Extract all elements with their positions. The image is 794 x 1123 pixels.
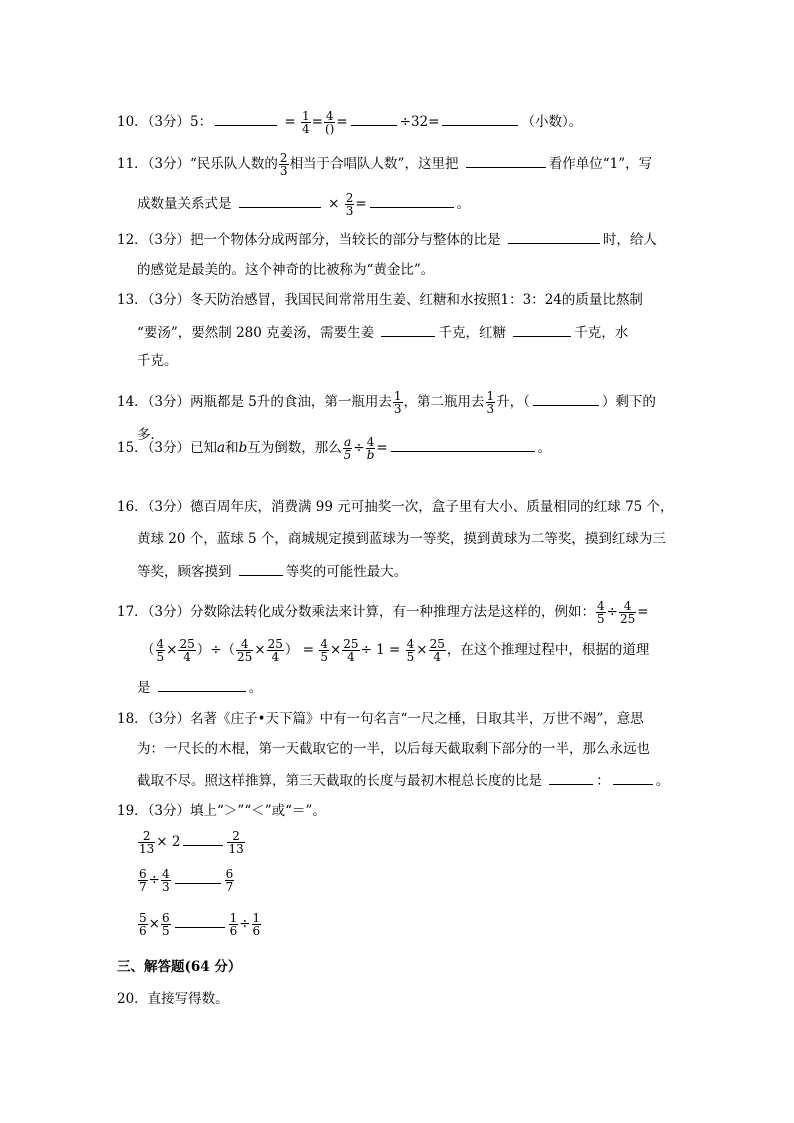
question-17-line-1: 17．（3分）分数除法转化成分数乘法来计算，有一种推理方法是这样的，例如： $\frac{4}{5}$ ÷ $\frac{4}{25}$ =: [117, 599, 649, 626]
q19-row-2: $\frac{6}{7}$ ÷ $\frac{4}{3}$ $\frac{6}{7}$: [139, 867, 234, 894]
question-13-line-2: “要汤”，要然制 280 克姜汤，需要生姜 千克，红糖 千克，水: [137, 322, 628, 342]
question-14-line-1: 14．（3分）两瓶都是 5升的食油，第一瓶用去 $\frac{1}{3}$ ，第二瓶用去 $\frac{1}{3}$ 升，（ ）剩下的: [117, 389, 656, 416]
q19-blank-1[interactable]: [183, 831, 223, 846]
q11-fraction: $\frac{2}{3}$: [279, 151, 288, 178]
q15-fraction-2: $\frac{4}{b}$: [366, 435, 375, 462]
question-16-line-1: 16．（3分）德百周年庆，消费满 99 元可抽奖一次，盒子里有大小、质量相同的红球 75 个，: [117, 499, 674, 515]
q11-blank-1[interactable]: [466, 153, 546, 168]
question-12-line-1: 12．（3分）把一个物体分成两部分，当较长的部分与整体的比是 时，给人: [117, 229, 657, 249]
q15-blank[interactable]: [391, 437, 535, 452]
q13-blank-1[interactable]: [381, 322, 435, 337]
q17-fraction-d2: $\frac{25}{4}$: [429, 637, 445, 664]
q17-fraction-a1: $\frac{4}{5}$: [156, 637, 165, 664]
q16-blank[interactable]: [239, 561, 283, 576]
q13-blank-2[interactable]: [513, 322, 571, 337]
q10-fraction-1: $\frac{1}{4}$: [302, 109, 310, 136]
question-19-line-1: 19．（3分）填上“＞”“＜”或“＝”。: [117, 803, 326, 819]
q17-fraction-c1: $\frac{4}{5}$: [320, 637, 328, 664]
q17-fraction-e2: $\frac{4}{25}$: [619, 599, 636, 626]
q19-blank-3[interactable]: [175, 913, 225, 928]
question-17-line-3: 是 。: [137, 677, 262, 697]
q11-fraction-2: $\frac{2}{3}$: [345, 191, 354, 218]
q10-fraction-2: $\frac{4}{()}$: [324, 109, 335, 136]
q14-fraction-2: $\frac{1}{3}$: [486, 389, 495, 416]
q17-fraction-a2: $\frac{25}{4}$: [179, 637, 195, 664]
question-20: 20．直接写得数。: [117, 991, 229, 1007]
q19-row-3: $\frac{5}{6}$ × $\frac{6}{5}$ $\frac{1}{6}$ ÷ $\frac{1}{6}$: [139, 911, 261, 938]
question-13-line-1: 13．（3分）冬天防治感冒，我国民间常常用生姜、红糖和水按照1：3：24的质量比熬制: [117, 292, 643, 308]
question-14-line-2: 多．: [137, 427, 164, 443]
q18-blank-1[interactable]: [549, 770, 593, 785]
question-17-line-2: （ $\frac{4}{5}$ × $\frac{25}{4}$ ）÷（ $\frac{4}{25}$ × $\frac{25}{4}$ ） = $\frac{4}{5}$ × $\frac{25}{4}$ ÷ 1 = $\frac{4}{5}$ × $\frac{25}{4}$ ，在这个推理过程中，根据的道理: [141, 637, 650, 664]
question-18-line-2: 为：一尺长的木棍，第一天截取它的一半，以后每天截取剩下部分的一半，那么永远也: [137, 741, 650, 757]
q19-row-1: $\frac{2}{13}$ × 2 $\frac{2}{13}$: [139, 829, 244, 856]
question-10: 10．（3分）5： = $\frac{1}{4}$ = $\frac{4}{()}$ = ÷32= （小数）。: [117, 109, 583, 136]
q14-blank[interactable]: [533, 391, 599, 406]
section-3-heading: 三、解答题(64 分）: [117, 959, 242, 975]
q10-blank-3[interactable]: [442, 111, 518, 126]
q11-blank-2[interactable]: [239, 193, 321, 208]
q15-fraction-1: $\frac{a}{5}$: [343, 435, 352, 462]
q10-prefix: 10．（3分）5：: [117, 114, 213, 130]
q11-blank-3[interactable]: [370, 193, 454, 208]
q19-blank-2[interactable]: [175, 869, 221, 884]
q17-fraction-e1: $\frac{4}{5}$: [597, 599, 605, 626]
question-12-line-2: 的感觉是最美的。这个神奇的比被称为“黄金比”。: [137, 262, 435, 278]
question-18-line-1: 18．（3分）名著《庄子•天下篇》中有一句名言“一尺之棰，日取其半，万世不竭”，意思: [117, 711, 644, 727]
q12-blank[interactable]: [508, 229, 600, 244]
q10-blank-2[interactable]: [351, 111, 397, 126]
q10-blank-1[interactable]: [215, 111, 277, 126]
q17-blank[interactable]: [158, 677, 246, 692]
q18-blank-2[interactable]: [613, 770, 653, 785]
q17-fraction-d1: $\frac{4}{5}$: [406, 637, 415, 664]
question-15: 15．（3分）已知a和b互为倒数，那么 $\frac{a}{5}$ ÷ $\frac{4}{b}$ = 。: [117, 435, 552, 462]
question-16-line-2: 黄球 20 个，蓝球 5 个，商城规定摸到蓝球为一等奖，摸到黄球为二等奖，摸到红球为三: [137, 531, 666, 547]
question-18-line-3: 截取不尽。照这样推算，第三天截取的长度与最初木棍总长度的比是 ： 。: [137, 770, 669, 790]
q17-fraction-c2: $\frac{25}{4}$: [343, 637, 359, 664]
q14-fraction-1: $\frac{1}{3}$: [393, 389, 402, 416]
q17-fraction-b1: $\frac{4}{25}$: [237, 637, 253, 664]
question-11-line-2: 成数量关系式是 × $\frac{2}{3}$ = 。: [137, 191, 471, 218]
question-11-line-1: 11．（3分）“民乐队人数的 $\frac{2}{3}$ 相当于合唱队人数”，这里把 看作单位“1”，写: [117, 151, 653, 178]
q17-fraction-b2: $\frac{25}{4}$: [267, 637, 283, 664]
question-13-line-3: 千克。: [137, 353, 178, 369]
question-16-line-3: 等奖，顾客摸到 等奖的可能性最大。: [137, 561, 407, 581]
